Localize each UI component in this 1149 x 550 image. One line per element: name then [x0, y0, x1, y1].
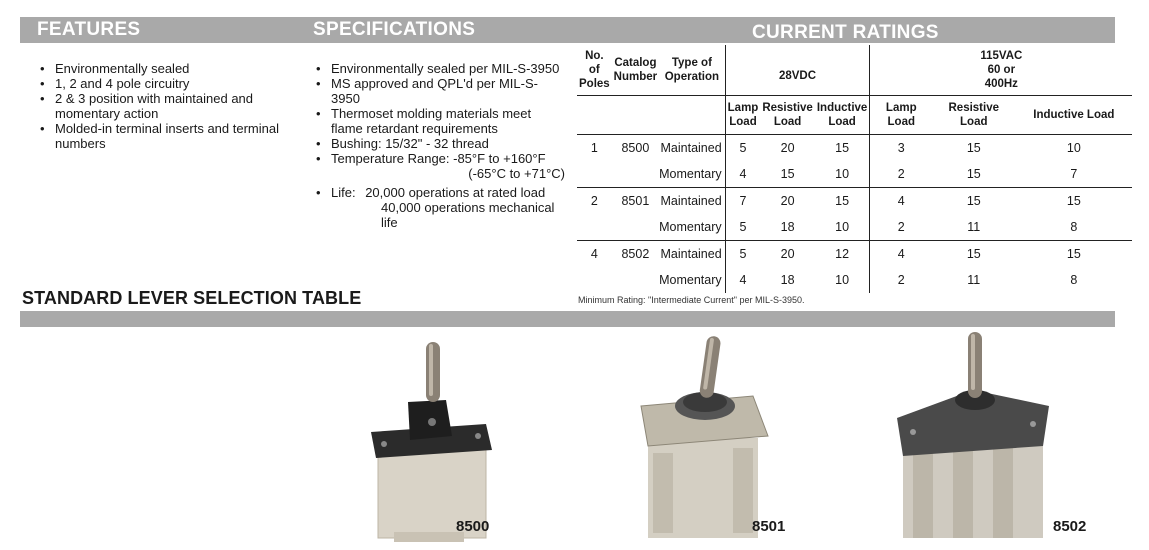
cell-poles: 1 [590, 141, 598, 155]
cell-dc-resistive: 18 [780, 273, 795, 287]
header-ac-resistive-load: Resistive Load [932, 96, 1015, 135]
cell-ac-lamp: 2 [897, 273, 905, 287]
switch-8502-photo [893, 328, 1053, 543]
header-dc-inductive-load: Inductive Load [815, 96, 870, 135]
cell-dc-resistive: 20 [780, 141, 795, 155]
cell-operation: Momentary [659, 267, 725, 293]
cell-catalog: 8502 [621, 247, 650, 261]
feature-item: • Molded-in terminal inserts and terminal numbers [37, 121, 299, 151]
ratings-row [577, 135, 1132, 162]
header-catalog-number: Catalog Number [612, 45, 659, 96]
cell-poles: 4 [590, 247, 598, 261]
cell-dc-resistive: 20 [780, 194, 795, 208]
spec-item: • Thermoset molding materials meet flame retardant requirements [313, 106, 565, 136]
header-28vdc: 28VDC [725, 45, 870, 96]
cell-dc-lamp: 5 [725, 214, 760, 241]
cell-ac-lamp: 3 [897, 141, 905, 155]
cell-dc-resistive: 20 [780, 247, 795, 261]
cell-catalog: 8501 [621, 194, 650, 208]
life-line-2: 40,000 operations mechanical life [381, 200, 555, 230]
cell-ac-inductive: 15 [1066, 247, 1081, 261]
cell-dc-lamp: 4 [725, 161, 760, 188]
header-type-of-operation: Type of Operation [659, 45, 725, 96]
life-line-1: 20,000 operations at rated load [365, 185, 546, 200]
specifications-heading: SPECIFICATIONS [313, 19, 476, 40]
cell-ac-resistive: 11 [932, 214, 1015, 241]
spec-item: • Environmentally sealed per MIL-S-3950 [313, 61, 565, 76]
specifications-list [313, 61, 565, 230]
switch-8500-photo [366, 332, 496, 542]
cell-dc-resistive: 18 [760, 214, 815, 241]
cell-dc-inductive: 15 [815, 188, 870, 215]
cell-poles [577, 267, 612, 293]
life-label: Life: [331, 185, 356, 200]
switch-8502-caption: 8502 [1053, 518, 1087, 535]
spec-item-temperature [313, 151, 565, 181]
spec-item: • Bushing: 15/32" - 32 thread [313, 136, 565, 151]
switch-8501-caption: 8501 [752, 518, 786, 535]
cell-ac-resistive: 15 [932, 161, 1015, 188]
header-115vac: 115VAC 60 or 400Hz [870, 45, 1132, 96]
cell-ac-lamp: 2 [870, 161, 932, 188]
ratings-body [577, 135, 1132, 294]
cell-operation: Momentary [659, 161, 725, 188]
header-dc-lamp-load: Lamp Load [725, 96, 760, 135]
minimum-rating-note: Minimum Rating: "Intermediate Current" per MIL-S-3950. [578, 295, 805, 305]
cell-poles: 2 [590, 194, 598, 208]
cell-ac-inductive: 15 [1066, 194, 1081, 208]
cell-catalog: 8500 [621, 141, 650, 155]
spec-item: • MS approved and QPL'd per MIL-S-3950 [313, 76, 565, 106]
cell-dc-inductive: 10 [815, 267, 870, 293]
ratings-row [577, 214, 1132, 241]
cell-ac-inductive: 10 [1066, 141, 1081, 155]
cell-dc-resistive: 15 [760, 161, 815, 188]
cell-ac-resistive: 15 [966, 247, 981, 261]
feature-item: • 1, 2 and 4 pole circuitry [37, 76, 299, 91]
cell-operation: Momentary [659, 214, 725, 241]
switch-8501-photo [633, 328, 786, 543]
cell-ac-lamp: 4 [897, 247, 905, 261]
cell-poles [577, 161, 612, 188]
lever-selection-title: STANDARD LEVER SELECTION TABLE [22, 288, 362, 308]
cell-ac-inductive: 8 [1015, 214, 1132, 241]
cell-dc-inductive: 12 [815, 241, 870, 268]
cell-dc-lamp: 4 [739, 273, 747, 287]
cell-dc-lamp: 5 [739, 247, 747, 261]
cell-ac-resistive: 11 [967, 273, 981, 287]
ratings-row [577, 241, 1132, 268]
current-ratings-table [577, 45, 1132, 293]
cell-ac-inductive: 8 [1070, 273, 1078, 287]
cell-dc-lamp: 5 [739, 141, 747, 155]
cell-ac-resistive: 15 [966, 194, 981, 208]
feature-item: • Environmentally sealed [37, 61, 299, 76]
spec-item-life [313, 185, 565, 230]
cell-ac-inductive: 7 [1015, 161, 1132, 188]
section-header-band [20, 17, 1115, 43]
cell-catalog [612, 161, 659, 188]
cell-operation: Maintained [659, 188, 725, 215]
cell-dc-inductive: 15 [815, 135, 870, 162]
features-heading: FEATURES [37, 19, 141, 40]
cell-ac-lamp: 2 [870, 214, 932, 241]
lever-selection-band [20, 311, 1115, 327]
cell-ac-resistive: 15 [966, 141, 981, 155]
temperature-line-1: Temperature Range: -85°F to +160°F [331, 151, 546, 166]
current-ratings-heading: CURRENT RATINGS [752, 22, 939, 43]
features-list [37, 61, 299, 151]
switch-8500-caption: 8500 [456, 518, 490, 535]
cell-catalog [612, 214, 659, 241]
cell-dc-lamp: 7 [739, 194, 747, 208]
cell-dc-inductive: 10 [815, 161, 870, 188]
cell-poles [577, 214, 612, 241]
cell-ac-lamp: 4 [897, 194, 905, 208]
feature-item: • 2 & 3 position with maintained and momentary action [37, 91, 299, 121]
header-no-of-poles: No. of Poles [577, 45, 612, 96]
cell-operation: Maintained [659, 241, 725, 268]
cell-dc-inductive: 10 [815, 214, 870, 241]
header-ac-lamp-load: Lamp Load [870, 96, 932, 135]
cell-catalog [612, 267, 659, 293]
ratings-row [577, 161, 1132, 188]
ratings-row [577, 267, 1132, 293]
header-ac-inductive-load: Inductive Load [1015, 96, 1132, 135]
cell-operation: Maintained [659, 135, 725, 162]
header-dc-resistive-load: Resistive Load [760, 96, 815, 135]
ratings-row [577, 188, 1132, 215]
temperature-line-2: (-65°C to +71°C) [468, 166, 565, 181]
